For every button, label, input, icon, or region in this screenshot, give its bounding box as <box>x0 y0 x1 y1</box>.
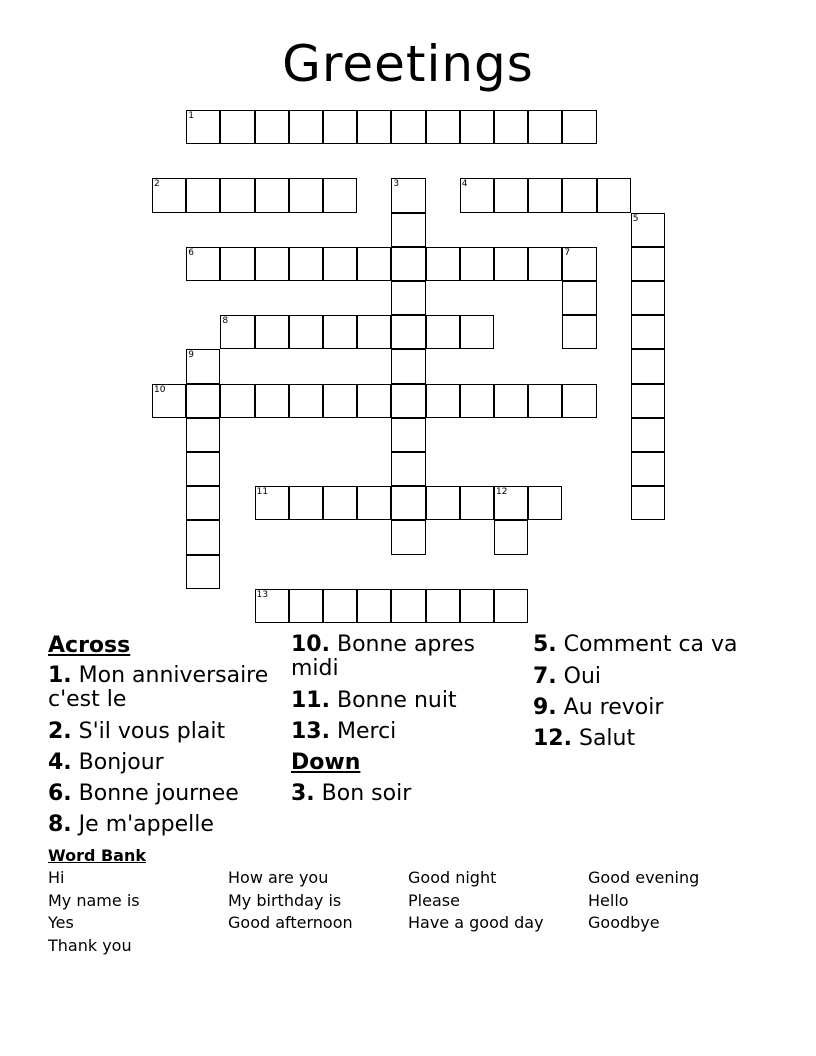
crossword-cell[interactable] <box>562 247 596 281</box>
crossword-cell[interactable] <box>391 418 425 452</box>
clue-number: 2. <box>48 719 72 744</box>
crossword-cell[interactable] <box>255 384 289 418</box>
crossword-cell[interactable] <box>289 178 323 212</box>
crossword-cell[interactable] <box>562 281 596 315</box>
crossword-cell[interactable] <box>631 213 665 247</box>
crossword-cell[interactable] <box>186 247 220 281</box>
crossword-cell[interactable] <box>323 315 357 349</box>
clue-number: 3. <box>291 781 315 806</box>
crossword-cell[interactable] <box>391 281 425 315</box>
word-bank <box>48 845 768 957</box>
crossword-cell[interactable] <box>562 110 596 144</box>
crossword-cell[interactable] <box>357 589 391 623</box>
crossword-cell[interactable] <box>255 315 289 349</box>
crossword-cell[interactable] <box>460 589 494 623</box>
crossword-cell[interactable] <box>391 315 425 349</box>
clue-down-9 <box>533 692 769 723</box>
crossword-cell[interactable] <box>186 110 220 144</box>
clue-down-12 <box>533 723 769 754</box>
crossword-cell[interactable] <box>391 247 425 281</box>
crossword-cell[interactable] <box>562 178 596 212</box>
crossword-cell[interactable] <box>323 178 357 212</box>
crossword-cell[interactable] <box>357 247 391 281</box>
crossword-cell[interactable] <box>426 384 460 418</box>
crossword-cell[interactable] <box>391 110 425 144</box>
crossword-cell[interactable] <box>460 110 494 144</box>
crossword-cell[interactable] <box>289 110 323 144</box>
clues-column-3 <box>533 630 769 754</box>
crossword-cell[interactable] <box>494 486 528 520</box>
crossword-cell[interactable] <box>631 486 665 520</box>
crossword-cell[interactable] <box>562 384 596 418</box>
word-bank-item: Thank you <box>48 935 132 955</box>
crossword-cell[interactable] <box>631 418 665 452</box>
clue-text: Salut <box>578 726 636 751</box>
clue-across-10 <box>291 630 527 685</box>
clue-number-label: 7 <box>564 247 571 258</box>
crossword-cell[interactable] <box>426 110 460 144</box>
crossword-cell[interactable] <box>528 384 562 418</box>
crossword-cell[interactable] <box>357 110 391 144</box>
clue-number: 7. <box>533 664 557 689</box>
crossword-cell[interactable] <box>494 384 528 418</box>
word-bank-item: Goodbye <box>588 913 660 933</box>
clue-text: S'il vous plait <box>78 719 226 744</box>
across-heading: Across <box>48 633 131 658</box>
clue-number-label: 6 <box>188 247 194 258</box>
crossword-cell[interactable] <box>186 418 220 452</box>
clue-number-label: 5 <box>632 213 639 224</box>
crossword-cell[interactable] <box>255 178 289 212</box>
clues-column-2 <box>291 630 527 809</box>
clue-number: 5. <box>533 632 557 657</box>
clue-text: Oui <box>563 664 602 689</box>
clue-across-6 <box>48 778 284 809</box>
word-bank-item: My name is <box>48 890 140 910</box>
clue-number: 11. <box>291 688 330 713</box>
clue-text: Bonne nuit <box>336 688 457 713</box>
word-bank-list <box>48 867 768 957</box>
crossword-cell[interactable] <box>255 486 289 520</box>
clue-number-label: 4 <box>461 179 468 190</box>
clue-number-label: 8 <box>222 316 229 327</box>
clue-number-label: 9 <box>188 350 194 361</box>
word-bank-item: Good night <box>408 868 497 887</box>
clue-text: Je m'appelle <box>78 812 214 837</box>
word-bank-item: How are you <box>228 868 329 887</box>
crossword-cell[interactable] <box>186 178 220 212</box>
clue-across-8 <box>48 809 284 840</box>
crossword-cell[interactable] <box>220 110 254 144</box>
clue-across-2 <box>48 716 284 747</box>
crossword-cell[interactable] <box>426 486 460 520</box>
crossword-cell[interactable] <box>631 452 665 486</box>
crossword-cell[interactable] <box>426 247 460 281</box>
clue-number-label: 13 <box>256 589 269 600</box>
down-heading: Down <box>291 750 361 775</box>
crossword-cell[interactable] <box>597 178 631 212</box>
crossword-cell[interactable] <box>391 384 425 418</box>
crossword-cell[interactable] <box>220 315 254 349</box>
crossword-cell[interactable] <box>289 589 323 623</box>
crossword-cell[interactable] <box>289 315 323 349</box>
crossword-cell[interactable] <box>460 384 494 418</box>
clue-down-7 <box>533 661 769 692</box>
crossword-cell[interactable] <box>220 384 254 418</box>
crossword-cell[interactable] <box>186 452 220 486</box>
crossword-cell[interactable] <box>494 520 528 554</box>
clue-number-label: 3 <box>393 179 400 190</box>
word-bank-item: Hi <box>48 868 65 887</box>
crossword-cell[interactable] <box>323 589 357 623</box>
clue-number: 12. <box>533 726 572 751</box>
crossword-cell[interactable] <box>426 589 460 623</box>
crossword-cell[interactable] <box>186 486 220 520</box>
crossword-cell[interactable] <box>631 247 665 281</box>
clue-text: Merci <box>336 719 397 744</box>
page-title: Greetings <box>282 35 534 93</box>
crossword-cell[interactable] <box>186 349 220 383</box>
crossword-cell[interactable] <box>460 247 494 281</box>
crossword-cell[interactable] <box>494 247 528 281</box>
crossword-cell[interactable] <box>220 247 254 281</box>
crossword-cell[interactable] <box>323 486 357 520</box>
crossword-cell[interactable] <box>460 178 494 212</box>
clue-number: 13. <box>291 719 330 744</box>
clue-text: Bonjour <box>78 750 164 775</box>
crossword-cell[interactable] <box>152 384 186 418</box>
crossword-cell[interactable] <box>323 247 357 281</box>
clue-number: 4. <box>48 750 72 775</box>
clue-text: Au revoir <box>563 695 664 720</box>
clue-text: Bonne apres midi <box>291 632 475 681</box>
clue-number-label: 12 <box>496 487 508 498</box>
clue-text: Mon anniversaire c'est le <box>48 663 269 712</box>
crossword-cell[interactable] <box>152 178 186 212</box>
crossword-cell[interactable] <box>391 178 425 212</box>
word-bank-item: Hello <box>588 890 629 910</box>
clue-number-label: 2 <box>154 179 160 190</box>
crossword-cell[interactable] <box>528 178 562 212</box>
word-bank-item: Have a good day <box>408 913 544 933</box>
clue-number: 9. <box>533 695 557 720</box>
crossword-cell[interactable] <box>460 315 494 349</box>
clue-number: 10. <box>291 632 330 657</box>
clue-across-11 <box>291 685 527 716</box>
word-bank-item: Yes <box>48 913 74 933</box>
crossword-cell[interactable] <box>391 452 425 486</box>
crossword-cell[interactable] <box>528 247 562 281</box>
crossword-cell[interactable] <box>391 520 425 554</box>
crossword-cell[interactable] <box>391 213 425 247</box>
crossword-cell[interactable] <box>289 384 323 418</box>
crossword-cell[interactable] <box>528 486 562 520</box>
crossword-cell[interactable] <box>357 315 391 349</box>
crossword-cell[interactable] <box>391 589 425 623</box>
crossword-cell[interactable] <box>528 110 562 144</box>
word-bank-item: Good evening <box>588 868 700 887</box>
clue-text: Bon soir <box>321 781 412 806</box>
crossword-cell[interactable] <box>289 486 323 520</box>
crossword-cell[interactable] <box>357 486 391 520</box>
crossword-cell[interactable] <box>186 555 220 589</box>
crossword-cell[interactable] <box>460 486 494 520</box>
crossword-cell[interactable] <box>631 349 665 383</box>
word-bank-item: Good afternoon <box>228 913 353 933</box>
crossword-cell[interactable] <box>426 315 460 349</box>
crossword-cell[interactable] <box>255 247 289 281</box>
crossword-cell[interactable] <box>323 110 357 144</box>
clue-across-1 <box>48 661 284 716</box>
crossword-cell[interactable] <box>391 349 425 383</box>
crossword-cell[interactable] <box>631 384 665 418</box>
crossword-cell[interactable] <box>631 281 665 315</box>
crossword-cell[interactable] <box>186 520 220 554</box>
crossword-cell[interactable] <box>186 384 220 418</box>
clue-number: 8. <box>48 812 72 837</box>
crossword-cell[interactable] <box>323 384 357 418</box>
clue-down-5 <box>533 630 769 661</box>
clue-number-label: 11 <box>256 487 269 498</box>
crossword-cell[interactable] <box>494 178 528 212</box>
clue-number-label: 1 <box>188 111 194 121</box>
clue-across-4 <box>48 747 284 778</box>
crossword-cell[interactable] <box>220 178 254 212</box>
crossword-cell[interactable] <box>562 315 596 349</box>
clues-column-1 <box>48 630 284 840</box>
crossword-cell[interactable] <box>255 110 289 144</box>
crossword-cell[interactable] <box>494 589 528 623</box>
crossword-cell[interactable] <box>357 384 391 418</box>
crossword-cell[interactable] <box>289 247 323 281</box>
crossword-cell[interactable] <box>255 589 289 623</box>
clue-number: 6. <box>48 781 72 806</box>
clue-number-label: 10 <box>154 384 166 395</box>
word-bank-item: Please <box>408 890 460 910</box>
clue-text: Comment ca va <box>563 632 738 657</box>
clue-down-3 <box>291 778 527 809</box>
crossword-cell[interactable] <box>391 486 425 520</box>
crossword-cell[interactable] <box>494 110 528 144</box>
word-bank-title: Word Bank <box>48 846 147 865</box>
clue-across-13 <box>291 716 527 747</box>
clue-number: 1. <box>48 663 72 688</box>
crossword-cell[interactable] <box>631 315 665 349</box>
word-bank-item: My birthday is <box>228 890 342 910</box>
clue-text: Bonne journee <box>78 781 239 806</box>
